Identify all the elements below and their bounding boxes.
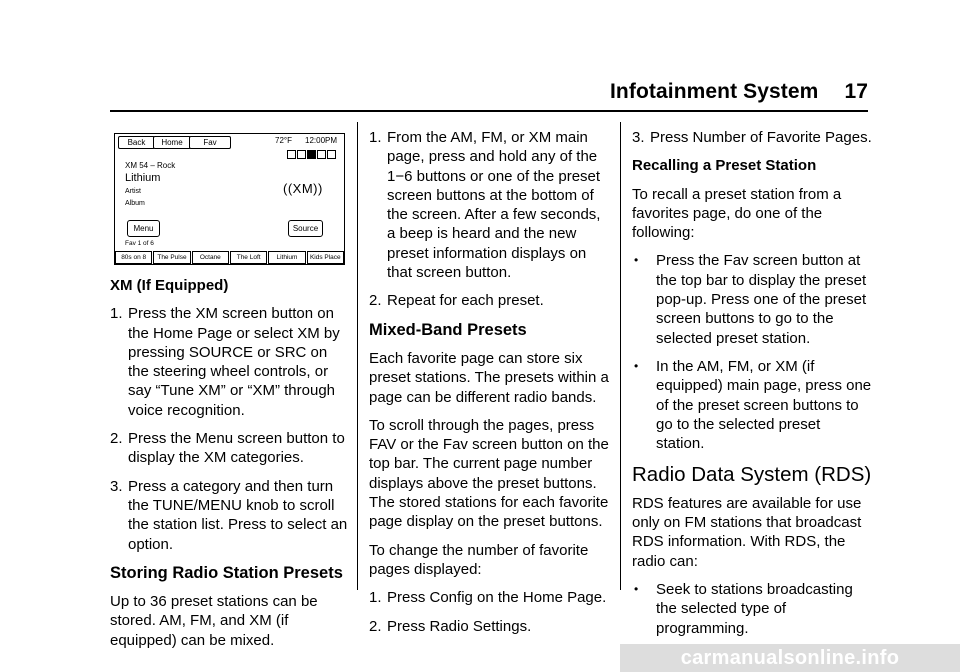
fav-page-indicator: Fav 1 of 6: [125, 240, 154, 247]
step-number: 3.: [632, 129, 645, 146]
bullet-text: Seek to stations broadcasting the selected type of programming.: [656, 580, 853, 637]
album-label: Album: [125, 200, 145, 207]
step-text: From the AM, FM, or XM main page, press and hold any of the 1−6 buttons or one of the preset screen buttons at the bottom of the screen. After a few seconds, a beep is heard and the new preset information displays on that screen button.: [387, 129, 601, 282]
heading-rds: Radio Data System (RDS): [632, 463, 872, 487]
step-text: Press Config on the Home Page.: [387, 589, 607, 607]
menu-button: Menu: [127, 220, 160, 237]
radio-screen-figure: [114, 133, 345, 265]
status-icon: [287, 150, 296, 159]
bullet-icon: •: [634, 581, 639, 596]
list-item: [369, 128, 609, 282]
list-item: [369, 291, 609, 310]
list-item: [632, 128, 872, 147]
step-text: Press Number of Favorite Pages.: [650, 129, 872, 146]
page-number: 17: [844, 80, 868, 103]
status-icon: [327, 150, 336, 159]
step-number: 2.: [369, 292, 382, 310]
preset-button: Octane: [192, 251, 229, 264]
preset-button: The Pulse: [153, 251, 190, 264]
list-item: [110, 304, 350, 420]
column-divider-1: [357, 122, 358, 590]
step-text: Press the Menu screen button to display the XM categories.: [128, 430, 345, 467]
list-item: [110, 429, 350, 468]
subheading-xm: XM (If Equipped): [110, 277, 229, 294]
preset-button: 80s on 8: [115, 251, 152, 264]
step-text: Press a category and then turn the TUNE/MENU knob to scroll the station list. Press to select an option.: [128, 477, 348, 553]
heading-mixed-band: Mixed-Band Presets: [369, 320, 527, 339]
step-number: 3.: [110, 477, 123, 495]
clock: 12:00PM: [305, 136, 338, 145]
section-title: Infotainment System: [610, 80, 819, 103]
step-text: Repeat for each preset.: [387, 292, 544, 310]
preset-bar: [115, 251, 344, 264]
source-button: Source: [288, 220, 323, 237]
step-number: 1.: [369, 129, 382, 146]
artist-label: Artist: [125, 188, 141, 195]
bullet-icon: •: [634, 253, 639, 268]
column-divider-2: [620, 122, 621, 590]
bullet-text: In the AM, FM, or XM (if equipped) main page, press one of the preset screen buttons to go to the selected preset station.: [656, 357, 872, 453]
heading-storing-presets: Storing Radio Station Presets: [110, 563, 343, 582]
list-item: [632, 251, 872, 347]
status-icon: [307, 150, 316, 159]
list-item: [369, 588, 609, 607]
watermark: carmanualsonline.info: [620, 644, 960, 672]
status-icon: [317, 150, 326, 159]
step-text: Press Radio Settings.: [387, 617, 532, 635]
list-item: [110, 477, 350, 554]
status-icon: [297, 150, 306, 159]
column-3: [632, 128, 872, 647]
preset-button: Kids Place: [307, 251, 344, 264]
preset-button: The Loft: [230, 251, 267, 264]
step-number: 1.: [369, 589, 382, 607]
step-number: 1.: [110, 305, 123, 323]
temperature: 72°F: [275, 136, 292, 145]
step-number: 2.: [369, 617, 382, 635]
paragraph: To recall a preset station from a favorites page, do one of the following:: [632, 185, 842, 242]
step-number: 2.: [110, 430, 123, 448]
bullet-text: Press the Fav screen button at the top bar to display the preset pop-up. Press one of the preset screen buttons to go to the selected preset station.: [656, 252, 867, 347]
step-text: Press the XM screen button on the Home Page or select XM by pressing SOURCE or SRC on the steering wheel controls, or say “Tune XM” or “XM” through voice recognition.: [128, 305, 340, 419]
station-name: Lithium: [125, 172, 161, 184]
preset-button: Lithium: [268, 251, 305, 264]
bullet-icon: •: [634, 358, 639, 373]
page-header: [610, 80, 868, 104]
list-item: [632, 357, 872, 453]
paragraph: Up to 36 preset stations can be stored. AM, FM, and XM (if equipped) can be mixed.: [110, 593, 318, 649]
paragraph: RDS features are available for use only on FM stations that broadcast RDS information. With RDS, the radio can:: [632, 494, 862, 570]
back-button: Back: [118, 136, 155, 149]
header-rule: [110, 110, 868, 112]
fav-button: Fav: [189, 136, 231, 149]
home-button: Home: [153, 136, 191, 149]
column-1: [110, 276, 350, 659]
paragraph: To scroll through the pages, press FAV or the Fav screen button on the top bar. The current page number displays above the preset buttons. The stored stations for each favorite page display on the preset buttons.: [369, 416, 609, 531]
list-item: [369, 617, 609, 636]
xm-logo-icon: ((XM)): [283, 181, 323, 196]
channel-label: XM 54 – Rock: [125, 161, 176, 170]
paragraph: Each favorite page can store six preset stations. The presets within a page can be different radio bands.: [369, 349, 609, 406]
column-2: [369, 128, 609, 645]
subheading-recalling: Recalling a Preset Station: [632, 157, 817, 175]
status-icons: [287, 150, 336, 159]
list-item: [632, 580, 872, 638]
paragraph: To change the number of favorite pages displayed:: [369, 541, 589, 578]
